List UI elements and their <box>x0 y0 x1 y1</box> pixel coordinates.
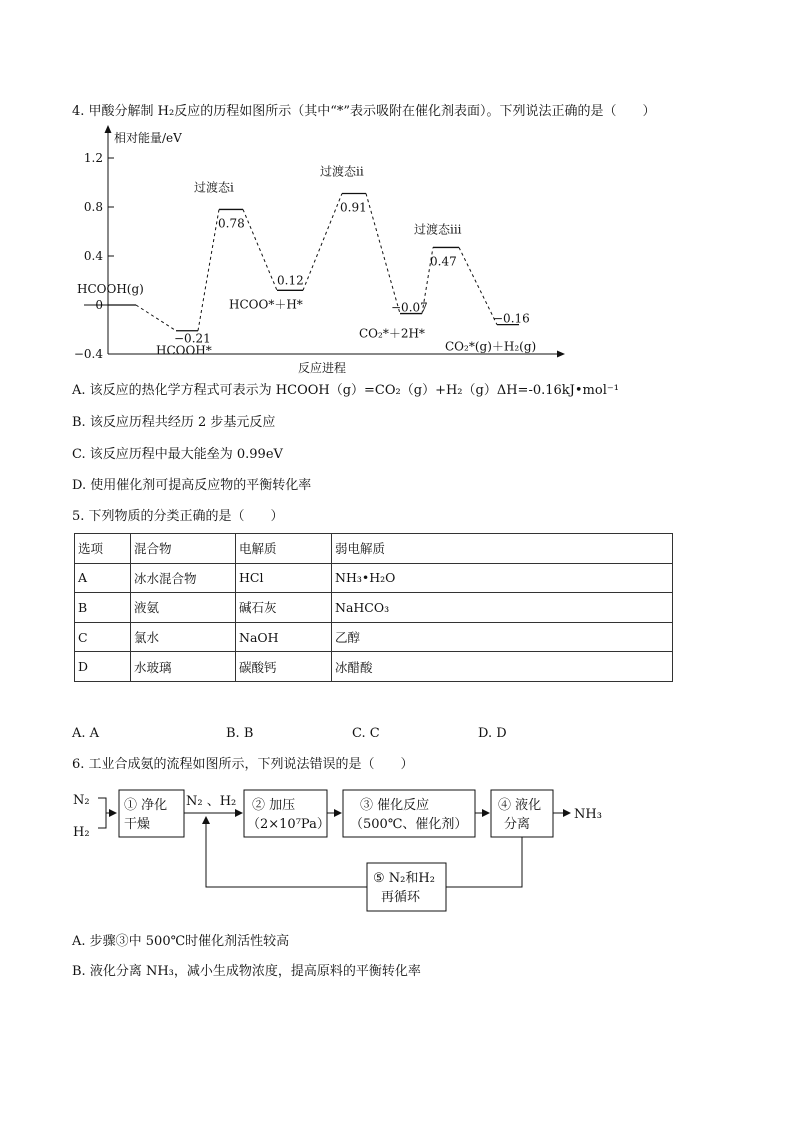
table-cell: NaOH <box>236 622 332 652</box>
connector-line <box>198 209 219 330</box>
table-row <box>75 652 673 682</box>
input-h2: H₂ <box>73 825 90 840</box>
energy-value-label: 0.78 <box>218 216 245 231</box>
table-row <box>75 593 673 623</box>
y-tick-label: −0.4 <box>73 347 103 361</box>
q5-option-a: A. A <box>72 726 100 741</box>
output-nh3: NH₃ <box>574 807 602 822</box>
input-merge-bracket <box>98 798 116 828</box>
table-header-cell: 混合物 <box>131 534 236 564</box>
species-label: 过渡态ii <box>320 164 364 179</box>
step4-line2: 分离 <box>504 817 531 832</box>
y-tick-label: 0.8 <box>83 200 103 214</box>
y-tick-label: 0.4 <box>83 249 103 263</box>
step5-line1: ⑤ N₂和H₂ <box>373 871 435 886</box>
step5-line2: 再循环 <box>381 890 421 905</box>
step3-line2: （500℃、催化剂） <box>350 817 468 832</box>
energy-value-label: −0.21 <box>174 331 211 346</box>
classification-table <box>74 533 673 682</box>
table-cell: B <box>75 593 131 623</box>
connector-line <box>303 194 342 291</box>
table-cell: 冰水混合物 <box>131 563 236 593</box>
species-label: HCOOH(g) <box>77 282 144 296</box>
table-cell: NH₃•H₂O <box>332 563 673 593</box>
y-axis-label: 相对能量/eV <box>114 131 182 145</box>
step1-line2: 干燥 <box>124 817 151 832</box>
q4-option-a: A. 该反应的热化学方程式可表示为 HCOOH（g）=CO₂（g）+H₂（g）ΔH=-0.16kJ•mol⁻¹ <box>72 383 619 398</box>
step2-line1: ② 加压 <box>252 798 296 813</box>
q4-option-b: B. 该反应历程共经历 2 步基元反应 <box>72 415 276 430</box>
table-cell: D <box>75 652 131 682</box>
q6-stem: 6. 工业合成氨的流程如图所示，下列说法错误的是（ ） <box>72 757 414 772</box>
q4-option-d: D. 使用催化剂可提高反应物的平衡转化率 <box>72 478 312 493</box>
species-label: 过渡态iii <box>414 222 462 237</box>
q5-option-c: C. C <box>352 726 380 741</box>
step1-line1: ① 净化 <box>124 798 168 813</box>
table-cell: 液氨 <box>131 593 236 623</box>
table-row <box>75 622 673 652</box>
energy-value-label: 0.47 <box>430 254 457 269</box>
energy-value-label: −0.16 <box>493 311 530 326</box>
step4-line1: ④ 液化 <box>498 798 542 813</box>
table-cell: 氯水 <box>131 622 236 652</box>
arrow-label: N₂ 、H₂ <box>186 794 237 809</box>
connector-line <box>136 305 176 331</box>
connector-line <box>243 209 277 290</box>
species-label: HCOO*＋H* <box>229 297 303 312</box>
table-cell: 乙醇 <box>332 622 673 652</box>
q6-option-b: B. 液化分离 NH₃，减小生成物浓度，提高原料的平衡转化率 <box>72 964 421 979</box>
energy-value-label: 0.91 <box>340 200 367 215</box>
species-label: HCOOH* <box>156 343 212 358</box>
q6-option-a: A. 步骤③中 500℃时催化剂活性较高 <box>72 934 290 949</box>
species-label: CO₂*＋2H* <box>359 326 425 341</box>
input-n2: N₂ <box>73 793 90 808</box>
table-cell: 水玻璃 <box>131 652 236 682</box>
y-axis <box>105 125 112 354</box>
q5-option-b: B. B <box>226 726 254 741</box>
ammonia-flowchart <box>60 780 620 920</box>
table-cell: NaHCO₃ <box>332 593 673 623</box>
y-tick-label: 0 <box>95 298 103 312</box>
y-tick-label: 1.2 <box>83 151 103 165</box>
table-cell: C <box>75 622 131 652</box>
step3-line1: ③ 催化反应 <box>360 798 430 813</box>
species-label: CO₂*(g)＋H₂(g) <box>445 339 537 354</box>
energy-profile-chart <box>70 122 590 380</box>
table-header-row <box>75 534 673 564</box>
table-header-cell: 电解质 <box>236 534 332 564</box>
connector-line <box>459 247 497 324</box>
table-cell: A <box>75 563 131 593</box>
q5-stem: 5. 下列物质的分类正确的是（ ） <box>72 509 284 524</box>
connector-line <box>366 194 400 314</box>
energy-value-label: 0.12 <box>277 273 304 288</box>
x-axis-label: 反应进程 <box>298 361 347 375</box>
table-header-cell: 弱电解质 <box>332 534 673 564</box>
step2-line2: （2×10⁷Pa） <box>247 817 330 832</box>
recycle-line-in <box>446 837 522 887</box>
table-cell: 碱石灰 <box>236 593 332 623</box>
energy-value-label: −0.07 <box>391 300 428 315</box>
species-label: 过渡态i <box>194 180 234 195</box>
q5-option-d: D. D <box>478 726 507 741</box>
q4-stem: 4. 甲酸分解制 H₂反应的历程如图所示（其中“*”表示吸附在催化剂表面）。下列说法正确的是（ ） <box>72 104 656 119</box>
table-cell: HCl <box>236 563 332 593</box>
table-header-cell: 选项 <box>75 534 131 564</box>
table-cell: 碳酸钙 <box>236 652 332 682</box>
table-cell: 冰醋酸 <box>332 652 673 682</box>
q4-option-c: C. 该反应历程中最大能垒为 0.99eV <box>72 447 283 462</box>
table-row <box>75 563 673 593</box>
